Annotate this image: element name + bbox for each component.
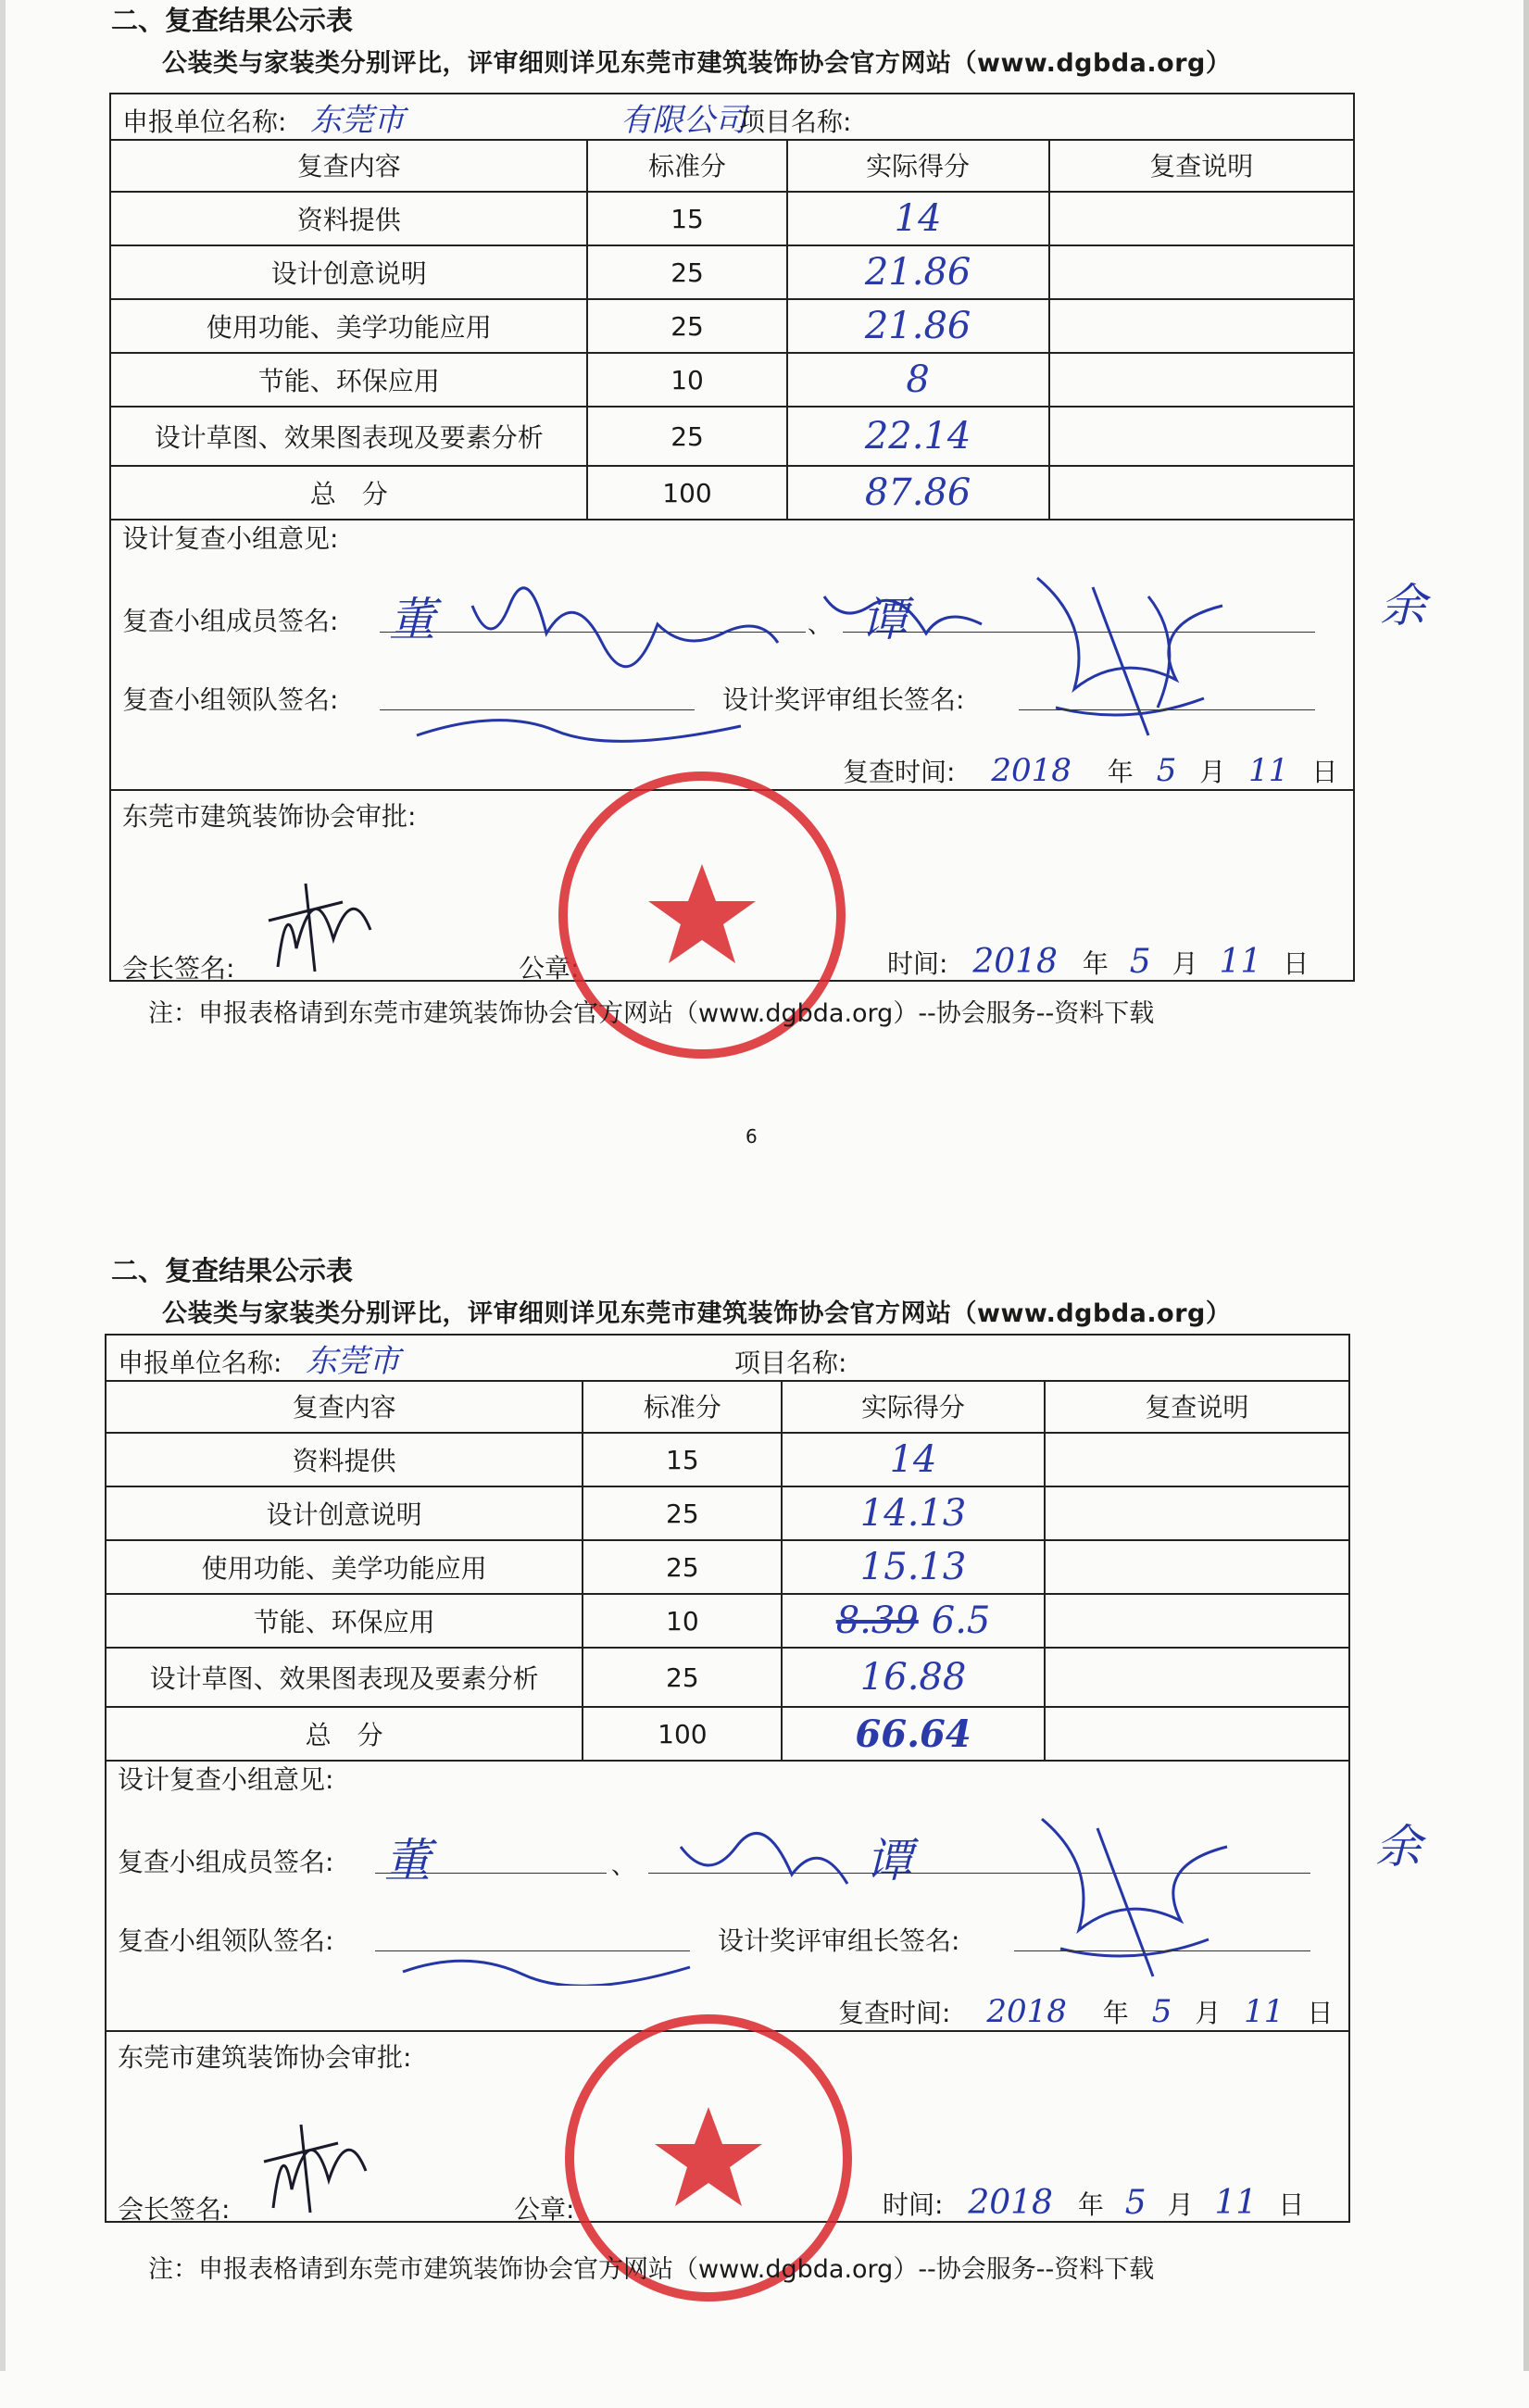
row-actual: 14: [787, 192, 1049, 245]
review-form-2: [0, 1250, 1529, 2408]
col-header-remark: 复查说明: [1049, 139, 1353, 192]
unit-name-handwritten: 东莞市: [310, 102, 405, 139]
form-subtitle: 公装类与家装类分别评比，评审细则详见东莞市建筑装饰协会官方网站（www.dgbda.org）: [162, 1299, 1232, 1328]
corrected-value: 6.5: [931, 1599, 991, 1642]
table-row: [107, 1540, 1348, 1594]
row-standard: 25: [587, 245, 786, 299]
member-signature: 谭: [866, 1834, 912, 1888]
review-form-1: [0, 0, 1529, 1158]
review-opinion-section: 设计复查小组意见: 复查小组成员签名: 、 董 谭 余 复查小组领队签名: 设计奖评审组长签名: 复查时间: 2018 年 5 月 11 日: [111, 513, 1353, 791]
member-signature: 谭: [861, 593, 908, 646]
opinion-title: 设计复查小组意见:: [122, 523, 339, 554]
col-header-content: 复查内容: [111, 139, 587, 192]
struck-value: 8.39: [835, 1599, 919, 1642]
member-signature: 余: [1375, 1820, 1422, 1874]
col-header-standard: 标准分: [587, 139, 786, 192]
row-standard: 100: [583, 1707, 782, 1761]
project-name-label: 项目名称:: [734, 1348, 847, 1378]
row-item: 节能、环保应用: [107, 1594, 583, 1648]
table-header-row: [107, 1380, 1348, 1433]
table-row: [111, 192, 1353, 245]
approval-title: 东莞市建筑装饰协会审批:: [122, 801, 417, 832]
row-remark: [1045, 1486, 1348, 1540]
row-actual: 66.64: [782, 1707, 1044, 1761]
row-standard: 10: [583, 1594, 782, 1648]
row-remark: [1049, 353, 1353, 407]
row-actual: 21.86: [787, 245, 1049, 299]
row-actual: 21.86: [787, 299, 1049, 353]
chief-sign-label: 设计奖评审组长签名:: [718, 1925, 960, 1956]
row-item: 节能、环保应用: [111, 353, 587, 407]
table-row: [111, 407, 1353, 466]
row-remark: [1045, 1540, 1348, 1594]
table-row: [111, 245, 1353, 299]
approval-time: 时间: 2018 年 5 月 11 日: [883, 2184, 1305, 2222]
project-name-label: 项目名称:: [739, 107, 852, 137]
applicant-header-row: [111, 94, 1353, 141]
section-title: 二、复查结果公示表: [111, 1255, 354, 1286]
table-header-row: [111, 139, 1353, 192]
row-standard: 100: [587, 466, 786, 520]
row-item: 使用功能、美学功能应用: [107, 1540, 583, 1594]
row-actual: [782, 1594, 1044, 1648]
table-row: [111, 299, 1353, 353]
president-sign-label: 会长签名:: [118, 2194, 231, 2225]
approval-time: 时间: 2018 年 5 月 11 日: [887, 943, 1310, 981]
approval-title: 东莞市建筑装饰协会审批:: [118, 2042, 412, 2073]
footnote: 注：申报表格请到东莞市建筑装饰协会官方网站（www.dgbda.org）--协会服务--资料下载: [148, 999, 1155, 1028]
row-standard: 25: [587, 299, 786, 353]
row-standard: 25: [583, 1486, 782, 1540]
row-actual: 16.88: [782, 1648, 1044, 1707]
members-sign-label: 复查小组成员签名:: [122, 606, 339, 636]
signature-scribbles-icon: [384, 1810, 1366, 1986]
row-remark: [1049, 299, 1353, 353]
row-item: 资料提供: [111, 192, 587, 245]
seal-label: 公章:: [514, 2194, 575, 2225]
row-standard: 25: [583, 1648, 782, 1707]
row-standard: 25: [587, 407, 786, 466]
table-row: [107, 1648, 1348, 1707]
row-actual: 87.86: [787, 466, 1049, 520]
row-item: 资料提供: [107, 1433, 583, 1486]
row-item: 设计草图、效果图表现及要素分析: [107, 1648, 583, 1707]
row-actual: 14: [782, 1433, 1044, 1486]
row-remark: [1049, 466, 1353, 520]
president-signature-icon: [241, 865, 389, 976]
col-header-actual: 实际得分: [782, 1380, 1044, 1433]
applicant-header-row: [107, 1336, 1348, 1382]
row-remark: [1045, 1433, 1348, 1486]
president-signature-icon: [236, 2106, 384, 2217]
table-row: [107, 1486, 1348, 1540]
review-time: 复查时间: 2018 年 5 月 11 日: [843, 752, 1338, 789]
row-item: 设计草图、效果图表现及要素分析: [111, 407, 587, 466]
unit-name-label: 申报单位名称:: [118, 1348, 282, 1378]
member-signature: 余: [1380, 579, 1426, 633]
row-actual: 14.13: [782, 1486, 1044, 1540]
opinion-title: 设计复查小组意见:: [118, 1764, 334, 1795]
leader-sign-label: 复查小组领队签名:: [122, 684, 339, 715]
row-standard: 15: [587, 192, 786, 245]
row-standard: 10: [587, 353, 786, 407]
table-row: [107, 1433, 1348, 1486]
review-time: 复查时间: 2018 年 5 月 11 日: [838, 1993, 1334, 2030]
row-remark: [1045, 1648, 1348, 1707]
table-row: [111, 353, 1353, 407]
unit-name-handwritten-2: 有限公司: [620, 102, 746, 139]
row-item: 总 分: [111, 466, 587, 520]
table-row-total: [107, 1707, 1348, 1761]
seal-label: 公章:: [519, 953, 580, 984]
row-actual: 15.13: [782, 1540, 1044, 1594]
row-actual: 22.14: [787, 407, 1049, 466]
col-header-actual: 实际得分: [787, 139, 1049, 192]
chief-sign-label: 设计奖评审组长签名:: [722, 684, 965, 715]
member-signature: 董: [389, 593, 435, 646]
row-item: 总 分: [107, 1707, 583, 1761]
row-item: 设计创意说明: [111, 245, 587, 299]
leader-sign-label: 复查小组领队签名:: [118, 1925, 334, 1956]
president-sign-label: 会长签名:: [122, 953, 235, 984]
members-sign-label: 复查小组成员签名:: [118, 1847, 334, 1877]
row-remark: [1045, 1707, 1348, 1761]
score-table: [111, 139, 1353, 520]
unit-name-label: 申报单位名称:: [122, 107, 287, 137]
row-item: 设计创意说明: [107, 1486, 583, 1540]
section-title: 二、复查结果公示表: [111, 5, 354, 36]
row-remark: [1049, 192, 1353, 245]
table-row: [107, 1594, 1348, 1648]
col-header-remark: 复查说明: [1045, 1380, 1348, 1433]
col-header-content: 复查内容: [107, 1380, 583, 1433]
table-row-total: [111, 466, 1353, 520]
row-standard: 15: [583, 1433, 782, 1486]
review-opinion-section: 设计复查小组意见: 复查小组成员签名: 、 董 谭 余 复查小组领队签名: 设计奖评审组长签名: 复查时间: 2018 年 5 月 11 日: [107, 1754, 1348, 2032]
page-number: 6: [746, 1125, 758, 1148]
member-signature: 董: [384, 1834, 431, 1888]
row-remark: [1045, 1594, 1348, 1648]
row-standard: 25: [583, 1540, 782, 1594]
row-actual: 8: [787, 353, 1049, 407]
signature-scribbles-icon: [389, 569, 1371, 745]
unit-name-handwritten: 东莞市: [306, 1343, 400, 1380]
row-item: 使用功能、美学功能应用: [111, 299, 587, 353]
footnote: 注：申报表格请到东莞市建筑装饰协会官方网站（www.dgbda.org）--协会服务--资料下载: [148, 2255, 1155, 2284]
col-header-standard: 标准分: [583, 1380, 782, 1433]
form-subtitle: 公装类与家装类分别评比，评审细则详见东莞市建筑装饰协会官方网站（www.dgbda.org）: [162, 49, 1232, 78]
row-remark: [1049, 245, 1353, 299]
row-remark: [1049, 407, 1353, 466]
score-table: [107, 1380, 1348, 1762]
